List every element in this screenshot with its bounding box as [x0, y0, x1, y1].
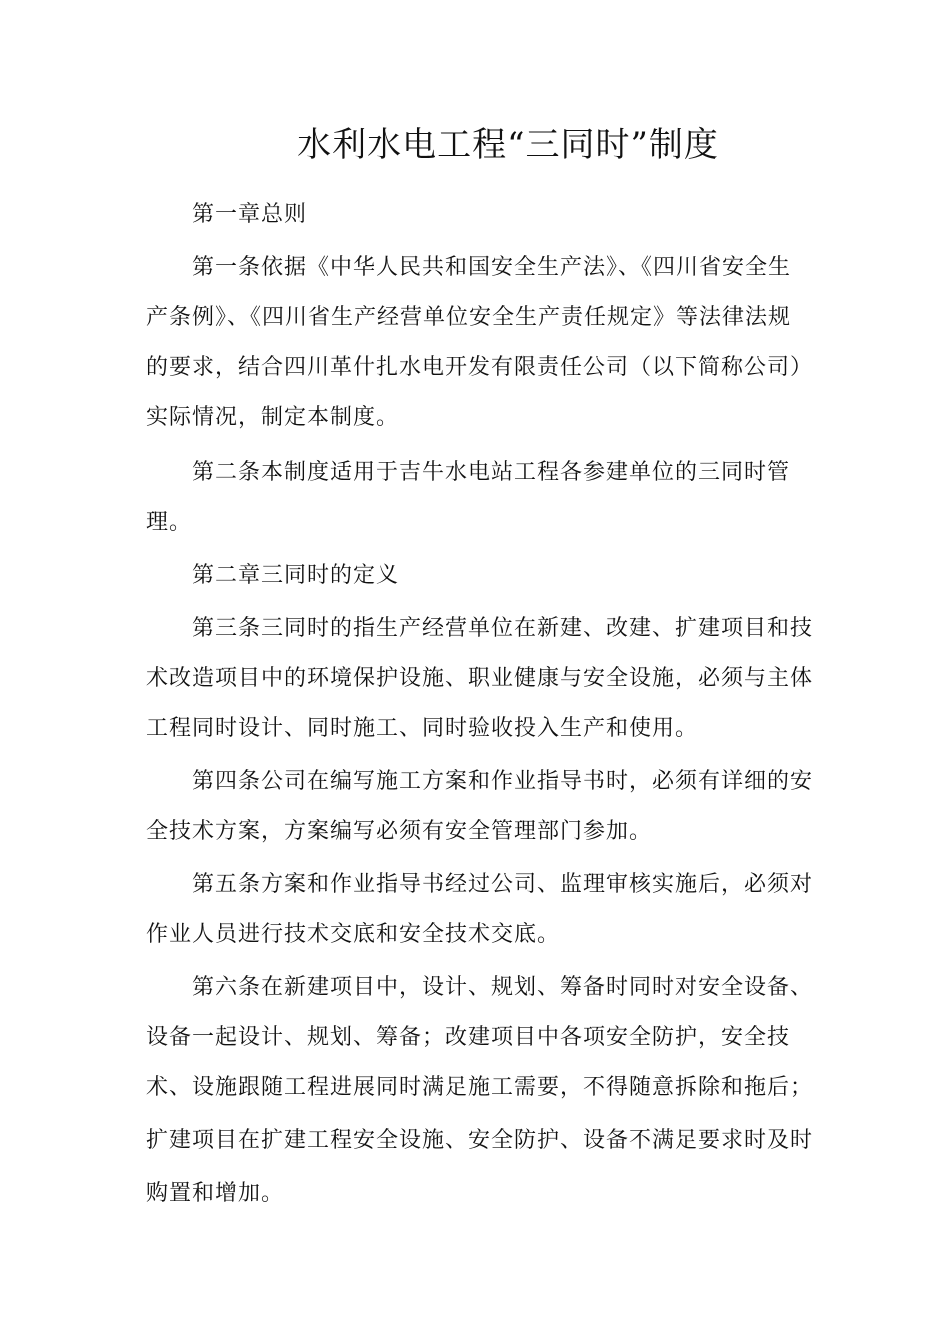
article-1-line-3: 的要求，结合四川革什扎水电开发有限责任公司（以下简称公司）: [146, 355, 814, 380]
article-2-line-2: 理。: [146, 510, 193, 535]
article-3-line-2: 术改造项目中的环境保护设施、职业健康与安全设施，必须与主体: [146, 666, 814, 691]
article-1-line-4: 实际情况，制定本制度。: [146, 405, 400, 430]
article-6-line-5: 购置和增加。: [146, 1181, 285, 1206]
article-6-line-1: 第六条在新建项目中，设计、规划、筹备时同时对安全设备、: [192, 975, 814, 1000]
article-1-line-2: 产条例》、《四川省生产经营单位安全生产责任规定》等法律法规: [146, 305, 792, 330]
article-3-line-1: 第三条三同时的指生产经营单位在新建、改建、扩建项目和技: [192, 616, 814, 641]
chapter-2-heading: 第二章三同时的定义: [192, 563, 400, 588]
chapter-1-heading: 第一章总则: [192, 202, 308, 227]
article-6-line-2: 设备一起设计、规划、筹备；改建项目中各项安全防护，安全技: [146, 1025, 791, 1050]
article-6-line-4: 扩建项目在扩建工程安全设施、安全防护、设备不满足要求时及时: [146, 1128, 814, 1153]
article-2-line-1: 第二条本制度适用于吉牛水电站工程各参建单位的三同时管: [192, 460, 791, 485]
article-4-line-2: 全技术方案，方案编写必须有安全管理部门参加。: [146, 819, 653, 844]
article-5-line-1: 第五条方案和作业指导书经过公司、监理审核实施后，必须对: [192, 872, 814, 897]
article-5-line-2: 作业人员进行技术交底和安全技术交底。: [146, 922, 561, 947]
article-6-line-3: 术、设施跟随工程进展同时满足施工需要，不得随意拆除和拖后；: [146, 1075, 814, 1100]
document-title: 水利水电工程“三同时”制度: [297, 125, 719, 165]
article-3-line-3: 工程同时设计、同时施工、同时验收投入生产和使用。: [146, 716, 699, 741]
article-1-line-1: 第一条依据《中华人民共和国安全生产法》、《四川省安全生: [192, 255, 792, 280]
article-4-line-1: 第四条公司在编写施工方案和作业指导书时，必须有详细的安: [192, 769, 814, 794]
